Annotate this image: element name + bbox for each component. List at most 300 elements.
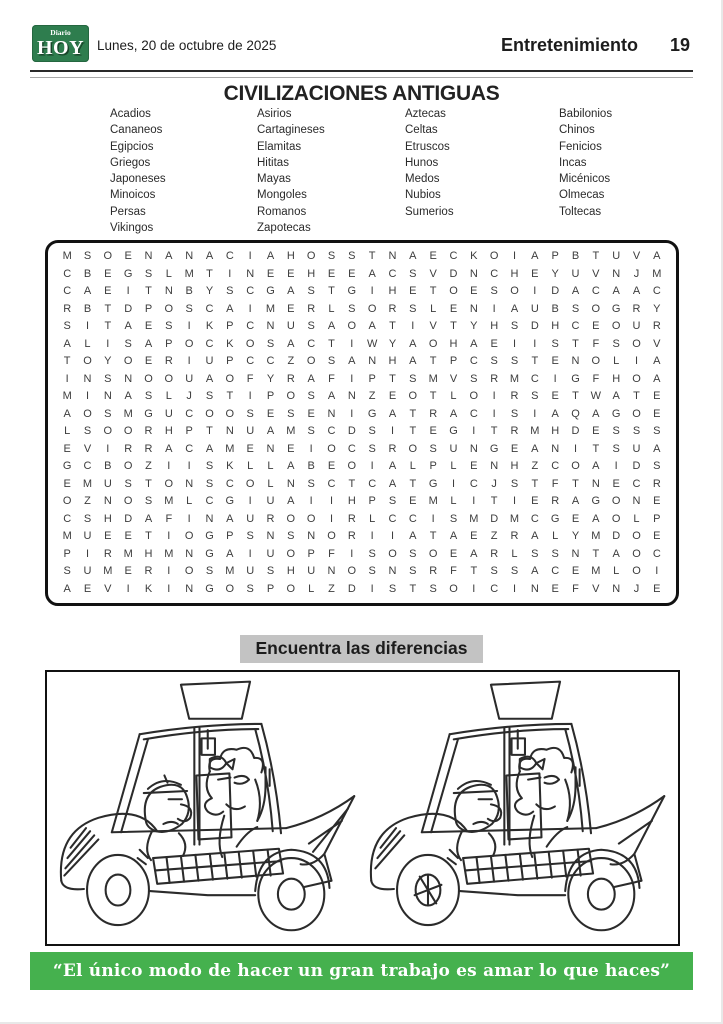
grid-letter: O xyxy=(367,302,377,315)
grid-letter: E xyxy=(246,442,254,455)
word-item: Minoicos xyxy=(110,189,156,202)
grid-letter: C xyxy=(388,512,397,525)
grid-letter: I xyxy=(329,512,334,525)
grid-letter: S xyxy=(205,565,214,578)
word-item: Romanos xyxy=(257,205,307,218)
grid-letter: C xyxy=(449,250,458,263)
grid-letter: T xyxy=(531,355,539,368)
grid-letter: E xyxy=(551,390,559,403)
grid-letter: I xyxy=(411,320,415,333)
grid-letter: E xyxy=(388,390,397,403)
grid-letter: O xyxy=(123,425,133,438)
grid-letter: I xyxy=(472,582,476,595)
grid-letter: I xyxy=(167,530,171,543)
grid-letter: E xyxy=(83,582,92,595)
grid-letter: O xyxy=(469,390,479,403)
grid-letter: I xyxy=(390,425,395,438)
grid-letter: Y xyxy=(388,337,397,350)
grid-letter: I xyxy=(533,285,537,298)
grid-letter: T xyxy=(145,530,152,543)
grid-letter: M xyxy=(428,495,438,508)
grid-letter: W xyxy=(366,337,378,350)
grid-letter: A xyxy=(470,547,478,560)
grid-letter: S xyxy=(348,250,356,263)
grid-letter: N xyxy=(185,250,194,263)
grid-letter: I xyxy=(472,425,476,438)
grid-letter: U xyxy=(571,267,580,280)
grid-letter: O xyxy=(408,390,418,403)
grid-letter: I xyxy=(512,495,517,508)
grid-letter: I xyxy=(512,337,517,350)
grid-letter: E xyxy=(409,495,417,508)
grid-letter: I xyxy=(350,407,354,420)
grid-letter: A xyxy=(327,320,336,333)
grid-letter: N xyxy=(103,495,112,508)
grid-letter: A xyxy=(612,547,620,560)
grid-letter: P xyxy=(144,302,153,315)
grid-letter: E xyxy=(287,267,295,280)
grid-letter: H xyxy=(347,495,356,508)
grid-letter: A xyxy=(612,390,620,403)
grid-letter: L xyxy=(64,425,71,438)
grid-letter: L xyxy=(450,495,457,508)
grid-letter: Z xyxy=(287,355,295,368)
grid-letter: T xyxy=(63,355,71,368)
grid-letter: E xyxy=(124,530,132,543)
grid-letter: U xyxy=(83,565,92,578)
grid-letter: T xyxy=(409,582,417,595)
word-item: Cananeos xyxy=(110,124,163,137)
header-rule-dark xyxy=(30,70,693,72)
grid-letter: C xyxy=(408,512,417,525)
grid-letter: F xyxy=(328,547,335,560)
grid-letter: E xyxy=(409,285,417,298)
grid-letter: I xyxy=(634,355,639,368)
grid-letter: M xyxy=(225,565,235,578)
grid-letter: M xyxy=(82,477,93,490)
grid-letter: S xyxy=(612,337,620,350)
grid-letter: L xyxy=(186,495,193,508)
grid-letter: S xyxy=(266,565,275,578)
grid-letter: E xyxy=(653,495,661,508)
word-item: Medos xyxy=(405,173,440,186)
grid-letter: M xyxy=(164,547,174,560)
word-item: Zapotecas xyxy=(257,222,311,235)
grid-letter: R xyxy=(652,320,661,333)
grid-letter: H xyxy=(551,425,560,438)
grid-letter: A xyxy=(307,372,315,385)
grid-letter: O xyxy=(327,530,336,543)
grid-letter: A xyxy=(653,372,661,385)
grid-letter: V xyxy=(449,372,458,385)
grid-letter: S xyxy=(348,302,356,315)
grid-letter: H xyxy=(551,320,560,333)
grid-letter: J xyxy=(186,390,192,403)
grid-letter: U xyxy=(246,512,255,525)
grid-letter: U xyxy=(307,565,316,578)
grid-letter: M xyxy=(123,407,133,420)
grid-letter: S xyxy=(124,337,132,350)
grid-letter: I xyxy=(512,582,517,595)
word-search-title: CIVILIZACIONES ANTIGUAS xyxy=(223,82,500,105)
grid-letter: C xyxy=(225,250,234,263)
grid-letter: F xyxy=(572,582,579,595)
grid-letter: A xyxy=(287,460,295,473)
grid-letter: N xyxy=(83,372,92,385)
grid-letter: I xyxy=(512,250,517,263)
grid-letter: S xyxy=(409,565,417,578)
grid-letter: T xyxy=(490,425,498,438)
grid-letter: V xyxy=(429,320,437,333)
grid-letter: Y xyxy=(104,355,112,368)
grid-letter: E xyxy=(592,320,600,333)
grid-letter: S xyxy=(388,582,397,595)
grid-letter: S xyxy=(510,355,519,368)
grid-letter: C xyxy=(469,407,478,420)
grid-letter: S xyxy=(409,372,417,385)
grid-letter: Y xyxy=(205,285,214,298)
grid-letter: N xyxy=(327,407,336,420)
grid-letter: M xyxy=(591,565,601,578)
grid-letter: O xyxy=(83,407,92,420)
grid-letter: G xyxy=(62,460,72,473)
grid-letter: H xyxy=(286,250,295,263)
grid-letter: F xyxy=(246,372,254,385)
grid-letter: E xyxy=(612,477,620,490)
grid-letter: R xyxy=(124,442,133,455)
grid-letter: A xyxy=(510,302,519,315)
grid-letter: T xyxy=(531,477,539,490)
grid-letter: P xyxy=(368,372,376,385)
grid-letter: O xyxy=(245,477,255,490)
grid-letter: S xyxy=(571,302,580,315)
grid-letter: C xyxy=(530,512,539,525)
grid-letter: E xyxy=(470,460,478,473)
grid-letter: S xyxy=(368,425,376,438)
grid-letter: S xyxy=(307,320,315,333)
grid-letter: O xyxy=(632,372,641,385)
word-search-grid-box xyxy=(45,240,679,606)
grid-letter: B xyxy=(83,267,92,280)
grid-letter: L xyxy=(613,565,620,578)
grid-letter: T xyxy=(572,337,579,350)
grid-letter: H xyxy=(144,547,153,560)
grid-letter: O xyxy=(62,495,72,508)
grid-letter: I xyxy=(167,582,171,595)
grid-letter: G xyxy=(144,407,153,420)
grid-letter: S xyxy=(83,512,92,525)
grid-letter: S xyxy=(551,337,559,350)
grid-letter: A xyxy=(653,355,661,368)
grid-letter: B xyxy=(307,460,315,473)
grid-letter: O xyxy=(571,460,580,473)
grid-letter: O xyxy=(144,372,153,385)
word-item: Vikingos xyxy=(110,222,154,235)
grid-letter: S xyxy=(388,495,397,508)
grid-letter: O xyxy=(184,530,194,543)
grid-letter: H xyxy=(388,355,397,368)
grid-letter: G xyxy=(266,285,275,298)
grid-letter: N xyxy=(185,477,194,490)
grid-letter: C xyxy=(551,565,560,578)
grid-letter: U xyxy=(266,495,275,508)
grid-letter: P xyxy=(226,530,234,543)
grid-letter: S xyxy=(368,547,376,560)
grid-letter: T xyxy=(592,547,600,560)
grid-letter: I xyxy=(533,337,537,350)
grid-letter: C xyxy=(368,477,377,490)
grid-letter: C xyxy=(185,407,194,420)
grid-letter: A xyxy=(348,355,356,368)
grid-letter: E xyxy=(124,250,132,263)
grid-letter: C xyxy=(246,285,255,298)
header-rule-light xyxy=(30,77,693,78)
word-item: Etruscos xyxy=(405,140,450,153)
grid-letter: I xyxy=(167,460,171,473)
grid-letter: E xyxy=(104,285,112,298)
grid-letter: T xyxy=(409,407,417,420)
grid-letter: S xyxy=(307,425,315,438)
grid-letter: K xyxy=(144,582,153,595)
grid-letter: A xyxy=(205,250,214,263)
grid-letter: N xyxy=(327,565,336,578)
grid-letter: L xyxy=(613,355,620,368)
grid-letter: C xyxy=(652,547,661,560)
grid-letter: O xyxy=(347,460,357,473)
grid-letter: T xyxy=(328,285,335,298)
grid-letter: C xyxy=(469,355,478,368)
grid-letter: K xyxy=(470,250,478,263)
word-item: Elamitas xyxy=(257,140,302,153)
grid-letter: G xyxy=(347,285,357,298)
grid-letter: Q xyxy=(571,407,580,420)
grid-letter: A xyxy=(63,337,71,350)
grid-letter: T xyxy=(572,390,579,403)
grid-letter: I xyxy=(350,372,354,385)
grid-letter: M xyxy=(591,530,601,543)
grid-letter: G xyxy=(367,407,377,420)
grid-letter: R xyxy=(144,442,153,455)
grid-letter: L xyxy=(633,512,640,525)
grid-letter: S xyxy=(429,582,437,595)
grid-letter: P xyxy=(429,460,437,473)
grid-letter: Z xyxy=(328,582,335,595)
grid-letter: V xyxy=(653,337,661,350)
grid-letter: B xyxy=(185,285,193,298)
grid-letter: S xyxy=(104,372,112,385)
word-column xyxy=(257,106,405,236)
grid-letter: N xyxy=(469,267,478,280)
grid-letter: T xyxy=(226,390,234,403)
grid-letter: A xyxy=(592,407,600,420)
grid-letter: O xyxy=(306,512,316,525)
word-item: Aztecas xyxy=(405,108,446,120)
word-item: Celtas xyxy=(405,124,438,137)
grid-letter: T xyxy=(328,337,335,350)
grid-letter: O xyxy=(347,320,357,333)
grid-letter: E xyxy=(327,460,336,473)
grid-letter: C xyxy=(551,460,560,473)
grid-letter: E xyxy=(449,547,458,560)
grid-letter: I xyxy=(370,460,374,473)
grid-letter: C xyxy=(63,285,72,298)
grid-letter: C xyxy=(388,267,397,280)
logo-main-text: HOY xyxy=(36,36,85,59)
grid-letter: O xyxy=(184,565,194,578)
grid-letter: H xyxy=(449,337,458,350)
grid-letter: T xyxy=(409,477,417,490)
grid-letter: E xyxy=(348,267,356,280)
grid-letter: M xyxy=(62,390,72,403)
grid-letter: E xyxy=(287,442,295,455)
grid-letter: M xyxy=(103,565,113,578)
grid-letter: R xyxy=(266,512,275,525)
grid-letter: S xyxy=(510,320,519,333)
grid-letter: P xyxy=(551,250,559,263)
grid-letter: B xyxy=(104,460,112,473)
grid-letter: A xyxy=(653,442,661,455)
grid-letter: N xyxy=(103,390,112,403)
grid-letter: T xyxy=(409,425,417,438)
word-item: Egipcios xyxy=(110,140,154,153)
grid-letter: I xyxy=(492,407,496,420)
grid-letter: L xyxy=(552,530,559,543)
word-list xyxy=(110,106,699,236)
grid-letter: V xyxy=(592,582,600,595)
grid-letter: E xyxy=(104,267,112,280)
grid-letter: U xyxy=(449,442,458,455)
grid-letter: G xyxy=(205,530,214,543)
grid-letter: P xyxy=(226,355,234,368)
grid-letter: R xyxy=(164,355,173,368)
grid-letter: L xyxy=(511,547,518,560)
grid-letter: N xyxy=(246,267,255,280)
grid-letter: S xyxy=(490,355,498,368)
grid-letter: I xyxy=(370,582,374,595)
grid-letter: F xyxy=(592,372,600,385)
grid-letter: S xyxy=(409,267,417,280)
grid-letter: O xyxy=(103,250,113,263)
grid-letter: A xyxy=(287,337,295,350)
grid-letter: S xyxy=(327,355,336,368)
grid-letter: P xyxy=(307,547,315,560)
grid-letter: T xyxy=(429,530,437,543)
grid-letter: A xyxy=(449,530,458,543)
grid-letter: A xyxy=(409,355,417,368)
grid-letter: A xyxy=(592,460,600,473)
grid-letter: E xyxy=(63,477,71,490)
grid-letter: Y xyxy=(266,372,275,385)
grid-letter: T xyxy=(348,477,356,490)
word-item: Hititas xyxy=(257,156,289,169)
grid-letter: I xyxy=(248,250,252,263)
grid-letter: S xyxy=(246,407,254,420)
grid-letter: N xyxy=(225,425,234,438)
grid-letter: A xyxy=(653,250,661,263)
grid-letter: O xyxy=(591,355,601,368)
grid-letter: I xyxy=(248,302,252,315)
grid-letter: I xyxy=(370,285,374,298)
grid-letter: S xyxy=(470,372,478,385)
grid-letter: E xyxy=(551,355,559,368)
grid-letter: G xyxy=(571,372,580,385)
grid-letter: J xyxy=(633,267,640,280)
grid-letter: F xyxy=(165,512,173,525)
grid-letter: G xyxy=(225,495,235,508)
grid-letter: A xyxy=(144,337,153,350)
grid-letter: G xyxy=(449,425,458,438)
grid-letter: M xyxy=(62,250,72,263)
grid-letter: O xyxy=(286,390,296,403)
grid-letter: O xyxy=(184,337,194,350)
grid-letter: C xyxy=(205,302,214,315)
grid-letter: S xyxy=(490,565,498,578)
grid-letter: P xyxy=(266,390,275,403)
word-item: Micénicos xyxy=(559,173,611,186)
grid-letter: V xyxy=(104,582,112,595)
grid-letter: T xyxy=(592,250,600,263)
grid-letter: O xyxy=(306,250,316,263)
grid-letter: T xyxy=(206,425,213,438)
grid-letter: R xyxy=(144,425,153,438)
grid-letter: C xyxy=(266,355,275,368)
grid-letter: S xyxy=(409,547,417,560)
grid-letter: H xyxy=(286,565,295,578)
grid-letter: O xyxy=(510,285,519,298)
grid-letter: Z xyxy=(368,390,376,403)
grid-letter: S xyxy=(287,407,295,420)
grid-letter: T xyxy=(145,477,152,490)
grid-letter: O xyxy=(245,337,255,350)
page-number: 19 xyxy=(669,35,690,55)
grid-letter: O xyxy=(632,530,641,543)
grid-letter: T xyxy=(206,267,213,280)
word-item: Sumerios xyxy=(405,205,454,218)
grid-letter: D xyxy=(490,512,499,525)
grid-letter: L xyxy=(430,302,437,315)
grid-letter: R xyxy=(652,477,661,490)
grid-letter: I xyxy=(248,547,252,560)
grid-letter: O xyxy=(327,442,336,455)
grid-letter: A xyxy=(368,267,376,280)
grid-letter: H xyxy=(307,267,316,280)
grid-letter: I xyxy=(451,477,456,490)
grid-letter: N xyxy=(388,250,397,263)
grid-letter: K xyxy=(226,337,234,350)
grid-letter: H xyxy=(510,267,519,280)
grid-letter: T xyxy=(429,355,437,368)
grid-letter: I xyxy=(370,530,374,543)
grid-letter: W xyxy=(590,390,602,403)
grid-letter: S xyxy=(632,425,641,438)
grid-letter: M xyxy=(652,267,662,280)
grid-letter: H xyxy=(510,460,519,473)
grid-letter: A xyxy=(63,407,71,420)
quote-text: “El único modo de hacer un gran trabajo es amar lo que haces” xyxy=(52,961,671,981)
grid-letter: S xyxy=(449,512,458,525)
grid-letter: O xyxy=(611,495,621,508)
car-cartoon-right-image xyxy=(363,676,673,940)
grid-letter: A xyxy=(83,285,92,298)
grid-letter: E xyxy=(470,285,478,298)
grid-letter: O xyxy=(164,372,174,385)
grid-letter: C xyxy=(83,460,92,473)
grid-letter: O xyxy=(225,372,235,385)
grid-letter: O xyxy=(123,460,133,473)
grid-letter: R xyxy=(144,565,153,578)
grid-letter: N xyxy=(266,530,275,543)
grid-letter: I xyxy=(390,530,395,543)
